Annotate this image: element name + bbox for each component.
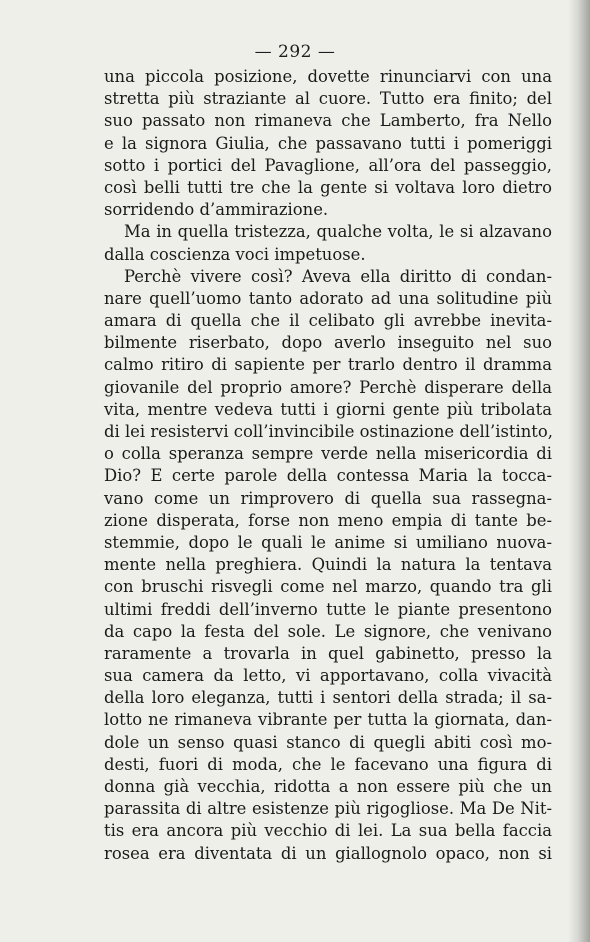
text-line: rosea era diventata di un giallognolo opaco, non si	[104, 843, 552, 863]
text-line: Perchè vivere così? Aveva ella diritto di condan-	[124, 266, 552, 286]
text-line: suo passato non rimaneva che Lamberto, fra Nello	[104, 111, 552, 131]
text-line: dole un senso quasi stanco di quegli abiti così mo-	[104, 732, 552, 752]
text-line: sorridendo d’ammirazione.	[104, 200, 329, 220]
text-line: amara di quella che il celibato gli avrebbe inevita-	[104, 311, 552, 331]
text-line: così belli tutti tre che la gente si voltava loro dietro	[104, 177, 552, 197]
text-line: Ma in quella tristezza, qualche volta, le si alzavano	[124, 222, 552, 242]
text-line: una piccola posizione, dovette rinunciarvi con una	[104, 67, 552, 86]
text-line: con bruschi risvegli come nel marzo, quando tra gli	[104, 577, 552, 597]
text-line: o colla speranza sempre verde nella misericordia di	[104, 444, 552, 464]
text-line: mente nella preghiera. Quindi la natura la tentava	[104, 555, 552, 575]
text-line: giovanile del proprio amore? Perchè disperare della	[104, 377, 552, 397]
text-line: lotto ne rimaneva vibrante per tutta la giornata, dan-	[104, 710, 552, 730]
text-line: raramente a trovarla in quel gabinetto, presso la	[104, 643, 552, 663]
text-line: di lei resistervi coll’invincibile ostinazione dell’istinto,	[104, 422, 553, 441]
text-line: stretta più straziante al cuore. Tutto era finito; del	[104, 89, 552, 109]
spine-shadow	[568, 0, 590, 942]
text-line: vita, mentre vedeva tutti i giorni gente più tribolata	[104, 399, 552, 419]
text-line: parassita di altre esistenze più rigogliose. Ma De Nit-	[104, 799, 552, 819]
text-line: della loro eleganza, tutti i sentori della strada; il sa-	[104, 688, 552, 708]
text-line: e la signora Giulia, che passavano tutti i pomeriggi	[104, 133, 552, 153]
text-line: vano come un rimprovero di quella sua rassegna-	[104, 488, 552, 508]
text-line: tis era ancora più vecchio di lei. La sua bella faccia	[104, 821, 552, 841]
text-line: sua camera da letto, vi apportavano, colla vivacità	[104, 666, 552, 686]
text-line: stemmie, dopo le quali le anime si umiliano nuova-	[104, 532, 552, 552]
text-line: bilmente riserbato, dopo averlo inseguito nel suo	[104, 333, 552, 353]
body-text	[104, 66, 552, 865]
text-line: donna già vecchia, ridotta a non essere più che un	[104, 777, 552, 796]
text-line: calmo ritiro di sapiente per trarlo dentro il dramma	[104, 355, 552, 375]
text-line: dalla coscienza voci impetuose.	[104, 244, 366, 264]
text-line: ultimi freddi dell’inverno tutte le piante presentono	[104, 599, 552, 619]
text-line: Dio? E certe parole della contessa Maria la tocca-	[104, 466, 552, 486]
text-line: desti, fuori di moda, che le facevano una figura di	[104, 754, 552, 774]
text-line: da capo la festa del sole. Le signore, che venivano	[104, 621, 552, 641]
text-line: nare quell’uomo tanto adorato ad una solitudine più	[104, 288, 552, 308]
page-number: — 292 —	[254, 42, 336, 62]
text-line: zione disperata, forse non meno empia di tante be-	[104, 510, 552, 530]
text-line: sotto i portici del Pavaglione, all’ora del passeggio,	[104, 155, 552, 175]
